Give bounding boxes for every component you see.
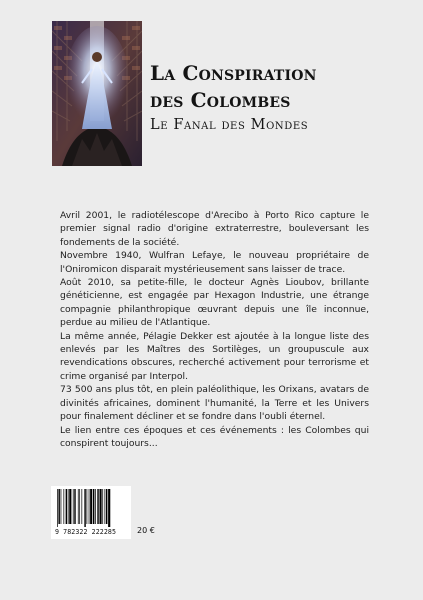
synopsis-paragraph: La même année, Pélagie Dekker est ajoutée à la longue liste des enlevés par les Maîtres des Sortilèges, un groupuscule aux revendications obscures, recherché activement pour terrorisme et crime organisé par Interpol. xyxy=(60,330,369,382)
synopsis-paragraph: Avril 2001, le radiotélescope d'Arecibo à Porto Rico capture le premier signal radio d'origine extraterrestre, bouleversant les fondements de la société. xyxy=(60,210,369,248)
barcode-bar xyxy=(89,489,90,524)
barcode-bar xyxy=(78,489,79,524)
synopsis-paragraph: Août 2010, sa petite-fille, le docteur Agnès Lioubov, brillante généticienne, est engagée par Hexagon Industrie, une étrange compagnie philanthropique œuvrant depuis une île inconnue, perdue au milieu de l'Atlantique. xyxy=(60,277,369,329)
barcode-bar xyxy=(102,489,103,524)
barcode-bar xyxy=(87,489,88,524)
synopsis-paragraph: Le lien entre ces époques et ces événements : les Colombes qui conspirent toujours... xyxy=(60,424,369,449)
barcode-bar xyxy=(90,489,92,524)
barcode-bar xyxy=(95,489,96,524)
barcode-bar xyxy=(97,489,98,524)
barcode-icon xyxy=(56,489,126,527)
synopsis-paragraph: Novembre 1940, Wulfran Lefaye, le nouveau propriétaire de l'Oniromicon disparait mystérieusement sans laisser de trace. xyxy=(60,250,369,275)
barcode xyxy=(51,486,131,539)
synopsis-paragraph: 73 500 ans plus tôt, en plein paléolithique, les Orixans, avatars de divinités africaines, dominent l'humanité, la Terre et les Univers pour finalement décliner et se fondre dans l'oubli éternel. xyxy=(60,384,369,423)
book-title-line-1: La Conspiration xyxy=(150,61,317,85)
barcode-bar xyxy=(58,489,59,524)
barcode-bar xyxy=(66,489,67,524)
barcode-bar xyxy=(81,489,82,524)
barcode-bar xyxy=(61,489,62,524)
book-title-line-2: des Colombes xyxy=(150,88,291,112)
book-subtitle: Le Fanal des Mondes xyxy=(150,117,309,133)
barcode-bar xyxy=(74,489,75,524)
barcode-bar xyxy=(69,489,71,524)
cover-illustration xyxy=(52,21,142,166)
barcode-bar xyxy=(57,489,58,527)
barcode-bar xyxy=(84,489,85,527)
isbn-number: 9 782322 222285 xyxy=(55,528,117,536)
synopsis-text xyxy=(60,209,369,450)
barcode-bar xyxy=(106,489,107,524)
barcode-bar xyxy=(93,489,94,524)
barcode-bar xyxy=(99,489,101,524)
barcode-bar xyxy=(79,489,80,524)
cover-illustration-icon xyxy=(52,21,142,166)
barcode-bar xyxy=(108,489,110,527)
barcode-bar xyxy=(73,489,74,524)
book-title-block xyxy=(150,60,400,133)
barcode-bar xyxy=(105,489,106,524)
barcode-bar xyxy=(68,489,69,524)
barcode-bar xyxy=(63,489,64,524)
price-label: 20 € xyxy=(137,526,155,535)
